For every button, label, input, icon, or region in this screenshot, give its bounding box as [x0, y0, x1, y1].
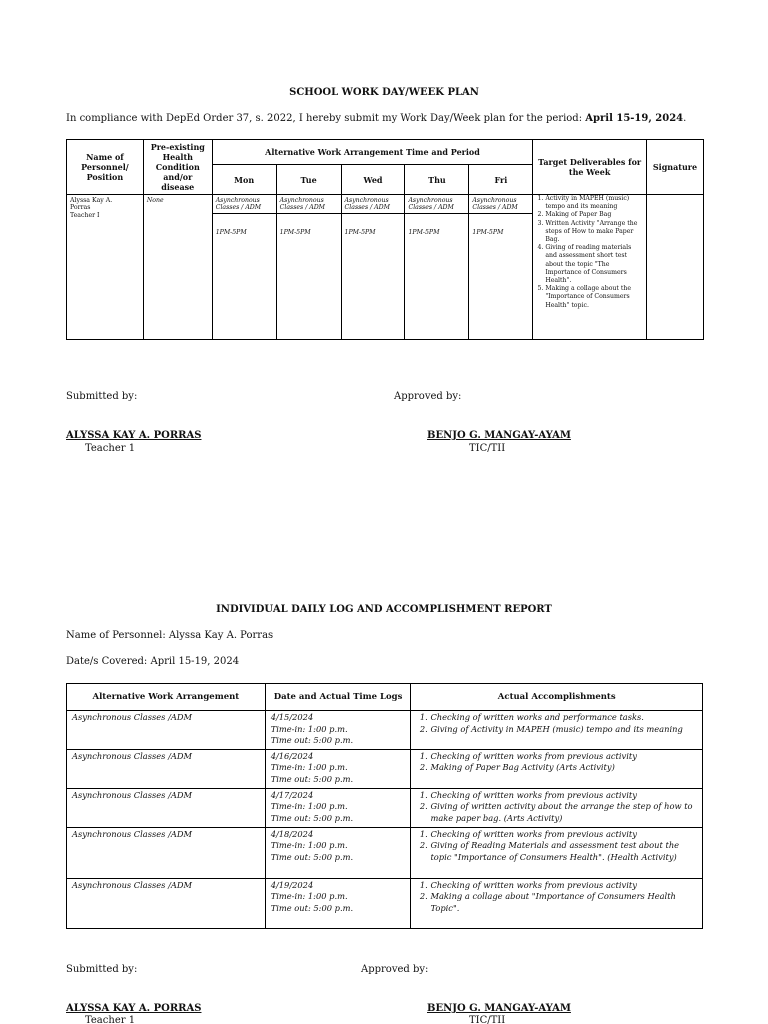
approver-title: TIC/TII: [469, 1015, 506, 1024]
log-time: [265, 749, 411, 788]
day-mode: Asynchronous Classes / ADM: [277, 195, 341, 214]
plan-intro-prefix: In compliance with DepEd Order 37, s. 2022, I hereby submit my Work Day/Week plan for the period:: [66, 113, 586, 124]
dates-covered-line: Date/s Covered: April 15-19, 2024: [66, 656, 240, 667]
approved-by-label: Approved by:: [361, 964, 429, 975]
plan-cell-day: [405, 195, 469, 340]
accomplishment-item: 2. Making a collage about "Importance of Consumers Health Topic".: [430, 891, 698, 914]
table-row: [67, 827, 703, 878]
log-accomplishments: [411, 711, 703, 750]
log-accomplishments: [411, 878, 703, 928]
table-row: [67, 788, 703, 827]
plan-cell-name: [67, 195, 144, 340]
plan-title: SCHOOL WORK DAY/WEEK PLAN: [289, 87, 479, 98]
plan-header-health: Pre-existing Health Condition and/or disease: [143, 140, 212, 195]
accomplishment-item: 2. Giving of Reading Materials and assessment test about the topic "Importance of Consumers Health". (Health Activity): [430, 840, 698, 863]
log-time: [265, 788, 411, 827]
plan-cell-day: [212, 195, 276, 340]
accomplishment-item: 1. Checking of written works from previous activity: [430, 790, 698, 802]
day-time: 1PM-5PM: [408, 228, 440, 236]
accomplishment-item: 1. Checking of written works from previous activity: [430, 880, 698, 892]
log-arrangement: Asynchronous Classes /ADM: [67, 711, 266, 750]
submitter-title: Teacher 1: [85, 443, 136, 454]
log-time-out: Time out: 5:00 p.m.: [270, 851, 354, 862]
log-arrangement: Asynchronous Classes /ADM: [67, 878, 266, 928]
plan-cell-signature: [646, 195, 703, 340]
day-time: 1PM-5PM: [215, 228, 247, 236]
deliverable-item: 3. Written Activity "Arrange the steps of How to make Paper Bag.: [545, 220, 644, 245]
accomplishment-item: 1. Checking of written works from previous activity: [430, 829, 698, 841]
day-time: 1PM-5PM: [344, 228, 376, 236]
log-time: [265, 878, 411, 928]
personnel-position: Teacher I: [70, 211, 100, 219]
approved-by-label: Approved by:: [394, 391, 462, 402]
approver-title: TIC/TII: [469, 443, 506, 454]
log-arrangement: Asynchronous Classes /ADM: [67, 788, 266, 827]
plan-header-signature: Signature: [646, 140, 703, 195]
submitter-name: ALYSSA KAY A. PORRAS: [66, 1003, 202, 1014]
table-row: [67, 711, 703, 750]
personnel-name-line1: Alyssa Kay A.: [70, 197, 113, 204]
table-row: [67, 749, 703, 788]
report-title: INDIVIDUAL DAILY LOG AND ACCOMPLISHMENT REPORT: [216, 604, 552, 615]
plan-header-deliverables: Target Deliverables for the Week: [533, 140, 647, 195]
log-time-in: Time-in: 1:00 p.m.: [270, 840, 348, 850]
plan-intro-suffix: .: [683, 113, 687, 124]
plan-table: [66, 139, 704, 340]
submitted-by-label: Submitted by:: [66, 391, 138, 402]
day-mode: Asynchronous Classes / ADM: [342, 195, 405, 214]
personnel-line: Name of Personnel: Alyssa Kay A. Porras: [66, 630, 274, 641]
log-date: 4/17/2024: [270, 789, 314, 800]
deliverable-item: 1. Activity in MAPEH (music) tempo and its meaning: [545, 195, 644, 211]
log-time-out: Time out: 5:00 p.m.: [270, 735, 354, 745]
log-time: [265, 711, 411, 750]
log-accomplishments: [411, 827, 703, 878]
log-accomplishments: [411, 749, 703, 788]
plan-header-day: Mon: [212, 165, 276, 195]
log-arrangement: Asynchronous Classes /ADM: [67, 749, 266, 788]
log-time-out: Time out: 5:00 p.m.: [270, 902, 354, 913]
plan-intro-period: April 15-19, 2024: [585, 113, 684, 124]
accomplishment-item: 2. Giving of Activity in MAPEH (music) tempo and its meaning: [430, 724, 698, 736]
approver-name: BENJO G. MANGAY-AYAM: [427, 430, 571, 441]
log-date: 4/16/2024: [270, 750, 314, 761]
log-header-arrangement: Alternative Work Arrangement: [67, 684, 266, 711]
submitter-name: ALYSSA KAY A. PORRAS: [66, 430, 202, 441]
plan-header-name: Name of Personnel/ Position: [67, 140, 144, 195]
plan-cell-day: [276, 195, 341, 340]
plan-cell-health: None: [143, 195, 212, 340]
log-accomplishments: [411, 788, 703, 827]
log-arrangement: Asynchronous Classes /ADM: [67, 827, 266, 878]
accomplishment-item: 2. Making of Paper Bag Activity (Arts Activity): [430, 762, 698, 774]
plan-header-day: Tue: [276, 165, 341, 195]
plan-header-day: Wed: [341, 165, 405, 195]
accomplishment-item: 2. Giving of written activity about the arrange the step of how to make paper bag. (Arts Activity): [430, 801, 698, 824]
submitted-by-label: Submitted by:: [66, 964, 138, 975]
deliverable-item: 5. Making a collage about the "Importance of Consumers Health" topic.: [545, 285, 644, 310]
log-header-accomplishments: Actual Accomplishments: [411, 684, 703, 711]
log-header-date: Date and Actual Time Logs: [265, 684, 411, 711]
deliverables-list: [535, 195, 644, 310]
accomplishment-item: 1. Checking of written works from previous activity: [430, 751, 698, 763]
plan-header-day: Thu: [405, 165, 469, 195]
day-mode: Asynchronous Classes / ADM: [213, 195, 276, 214]
log-time-in: Time-in: 1:00 p.m.: [270, 723, 348, 734]
log-time-in: Time-in: 1:00 p.m.: [270, 801, 348, 811]
plan-cell-day: [469, 195, 533, 340]
log-table: [66, 683, 703, 929]
plan-intro: [66, 113, 686, 124]
log-time-out: Time out: 5:00 p.m.: [270, 812, 354, 823]
table-row: [67, 878, 703, 928]
deliverable-item: 2. Making of Paper Bag: [545, 211, 644, 219]
log-date: 4/15/2024: [270, 712, 314, 722]
plan-cell-day: [341, 195, 405, 340]
day-time: 1PM-5PM: [279, 228, 311, 236]
day-time: 1PM-5PM: [472, 228, 504, 236]
log-date: 4/19/2024: [270, 879, 314, 890]
log-time-out: Time out: 5:00 p.m.: [270, 773, 354, 784]
log-time-in: Time-in: 1:00 p.m.: [270, 891, 348, 901]
accomplishment-item: 1. Checking of written works and performance tasks.: [430, 712, 698, 724]
submitter-title: Teacher 1: [85, 1015, 136, 1024]
log-time: [265, 827, 411, 878]
log-date: 4/18/2024: [270, 828, 314, 839]
personnel-name-line2: Porras: [70, 204, 91, 212]
plan-header-day: Fri: [469, 165, 533, 195]
plan-cell-deliverables: [533, 195, 647, 340]
approver-name: BENJO G. MANGAY-AYAM: [427, 1003, 571, 1014]
deliverable-item: 4. Giving of reading materials and assessment short test about the topic "The Importance of Consumers Health".: [545, 244, 644, 285]
day-mode: Asynchronous Classes / ADM: [405, 195, 468, 214]
day-mode: Asynchronous Classes / ADM: [469, 195, 532, 214]
plan-header-awa: Alternative Work Arrangement Time and Period: [212, 140, 533, 165]
log-time-in: Time-in: 1:00 p.m.: [270, 762, 348, 772]
